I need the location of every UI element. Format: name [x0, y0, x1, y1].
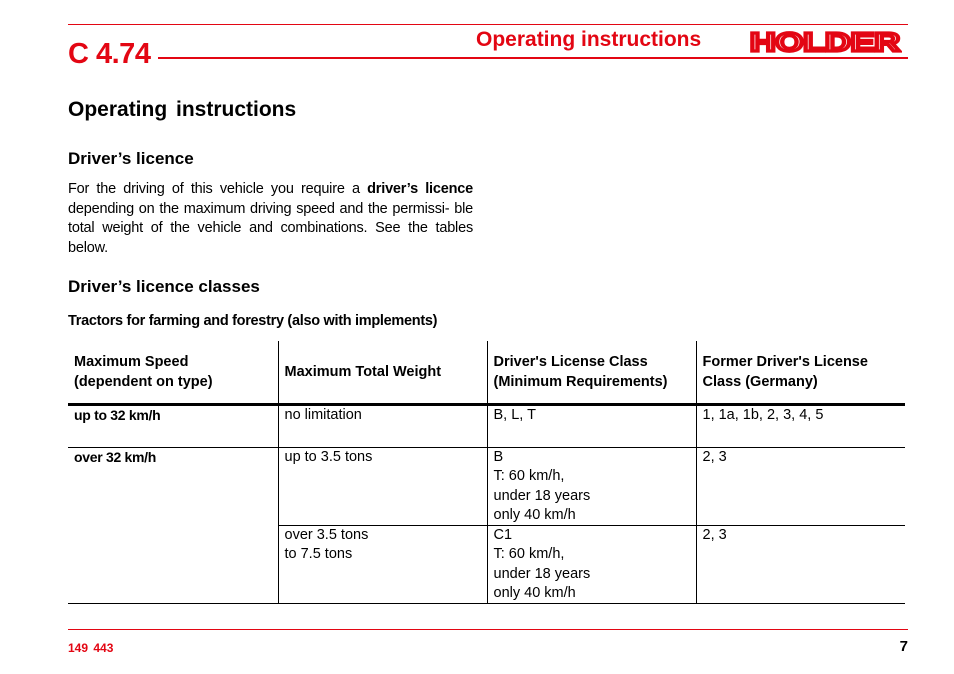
col-header-former-class: Former Driver's License Class (Germany)	[696, 341, 905, 405]
former-class-cell: 2, 3	[696, 448, 905, 526]
class-cell: C1 T: 60 km/h, under 18 years only 40 km/h	[487, 526, 696, 604]
drivers-licence-heading: Driver’s licence	[68, 149, 194, 168]
intro-text-end: depending on the maximum driving speed and the permissi- ble total weight of the vehicle and combinations. See the tables below.	[68, 200, 473, 256]
intro-text-bold: driver’s licence	[367, 181, 473, 197]
model-number: C 4.74	[68, 38, 151, 70]
header-top-rule	[68, 24, 908, 25]
former-class-cell: 1, 1a, 1b, 2, 3, 4, 5	[696, 405, 905, 448]
col-header-max-speed: Maximum Speed (dependent on type)	[68, 341, 278, 405]
intro-paragraph	[68, 180, 473, 258]
table-row	[68, 448, 905, 526]
header-title: Operating instructions	[476, 28, 702, 51]
col-header-licence-class: Driver's License Class (Minimum Requirements)	[487, 341, 696, 405]
page-number: 7	[899, 638, 908, 655]
class-cell: B T: 60 km/h, under 18 years only 40 km/h	[487, 448, 696, 526]
former-class-cell: 2, 3	[696, 526, 905, 604]
speed-cell: up to 32 km/h	[68, 405, 278, 448]
col-header-max-weight: Maximum Total Weight	[278, 341, 487, 405]
footer-rule	[68, 629, 908, 630]
holder-logo-icon	[748, 30, 902, 54]
speed-cell: over 32 km/h	[68, 448, 278, 604]
weight-cell: up to 3.5 tons	[278, 448, 487, 526]
table-row	[68, 405, 905, 448]
licence-class-table	[68, 341, 905, 604]
weight-cell: over 3.5 tons to 7.5 tons	[278, 526, 487, 604]
tractors-subheading: Tractors for farming and forestry (also with implements)	[68, 313, 438, 329]
document-number: 149 443	[68, 641, 114, 655]
table-header-row	[68, 341, 905, 405]
licence-classes-heading: Driver’s licence classes	[68, 277, 260, 296]
weight-cell: no limitation	[278, 405, 487, 448]
logo-text: HOLDER	[750, 30, 901, 54]
holder-logo	[748, 30, 902, 54]
intro-text-start: For the driving of this vehicle you require a	[68, 181, 368, 197]
page-heading: Operating instructions	[68, 98, 297, 121]
header-rule	[158, 57, 908, 59]
class-cell: B, L, T	[487, 405, 696, 448]
